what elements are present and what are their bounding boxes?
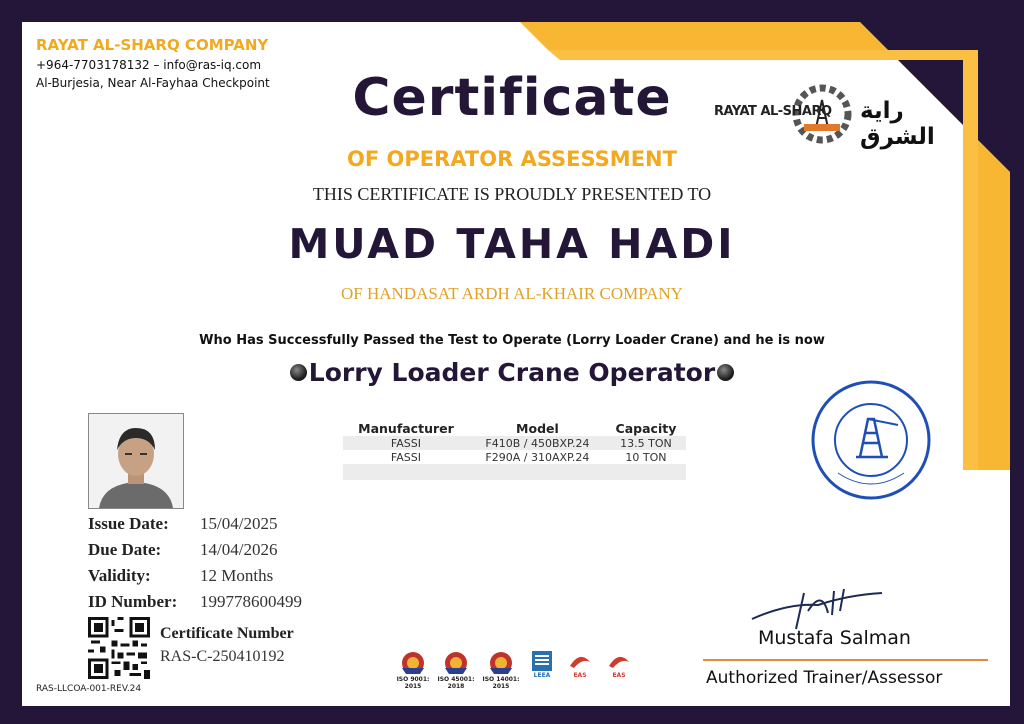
company-contact: +964-7703178132 – info@ras-iq.com — [36, 58, 262, 72]
leea-badge — [527, 650, 557, 679]
badge-label: EAS — [573, 672, 587, 679]
iso-45001-badge — [436, 650, 476, 690]
table-row — [343, 450, 686, 464]
badge-label: 2018 — [447, 683, 465, 690]
company-stamp — [808, 377, 934, 507]
signer-name: Mustafa Salman — [758, 627, 911, 649]
table-cell: 13.5 TON — [606, 436, 686, 450]
person-photo-icon — [89, 414, 183, 508]
badge-label: ISO 9001: — [396, 676, 430, 683]
badge-label: EAS — [612, 672, 626, 679]
table-row — [343, 436, 686, 450]
iso-9001-badge — [393, 650, 433, 690]
validity-label: Validity: — [88, 566, 151, 585]
eas-badge — [604, 650, 634, 679]
bullet-icon — [290, 364, 307, 381]
eas-logo-icon — [607, 650, 631, 672]
badge-label: LEEA — [533, 672, 551, 679]
table-cell: FASSI — [343, 436, 469, 450]
recipient-photo — [88, 413, 184, 509]
table-header-capacity: Capacity — [615, 420, 677, 436]
document-reference: RAS-LLCOA-001-REV.24 — [36, 684, 142, 694]
badge-label: ISO 14001: — [482, 676, 520, 683]
qr-code — [88, 617, 150, 683]
issue-date-value: 15/04/2025 — [200, 514, 278, 533]
table-cell: F410B / 450BXP.24 — [469, 436, 606, 450]
id-number-value: 199778600499 — [200, 592, 302, 611]
company-name: RAYAT AL-SHARQ COMPANY — [36, 36, 269, 54]
validity-value: 12 Months — [200, 566, 274, 585]
issue-date-label: Issue Date: — [88, 514, 169, 533]
table-header-model: Model — [516, 420, 559, 436]
eas-badge — [565, 650, 595, 679]
iso-14001-badge — [481, 650, 521, 690]
bullet-icon — [717, 364, 734, 381]
statement: Who Has Successfully Passed the Test to Operate (Lorry Loader Crane) and he is now — [199, 333, 825, 348]
table-cell: 10 TON — [606, 450, 686, 464]
certificate-number-label: Certificate Number — [160, 625, 294, 642]
table-cell: F290A / 310AXP.24 — [469, 450, 606, 464]
due-date-label: Due Date: — [88, 540, 162, 559]
table-row-empty — [343, 464, 686, 480]
recipient-company: OF HANDASAT ARDH AL-KHAIR COMPANY — [341, 284, 683, 303]
certificate-title: Certificate — [352, 68, 672, 128]
certificate-number-value: RAS-C-250410192 — [160, 648, 285, 665]
signer-title: Authorized Trainer/Assessor — [706, 668, 943, 688]
table-header-manufacturer: Manufacturer — [358, 420, 454, 436]
iso-badge-icon — [400, 650, 426, 676]
seal-icon — [808, 377, 934, 503]
iso-badge-icon — [443, 650, 469, 676]
id-number-label: ID Number: — [88, 592, 178, 611]
certificate-subtitle: OF OPERATOR ASSESSMENT — [347, 147, 677, 171]
recipient-name: MUAD TAHA HADI — [288, 220, 736, 268]
role-text: Lorry Loader Crane Operator — [308, 358, 716, 387]
logo-arabic: راية الشرق — [860, 98, 935, 150]
badge-label: 2015 — [492, 683, 510, 690]
badge-label: 2015 — [404, 683, 422, 690]
signature-line — [703, 659, 988, 661]
logo-latin: RAYAT AL-SHARQ — [714, 104, 832, 119]
badge-label: ISO 45001: — [437, 676, 475, 683]
qr-code-icon — [88, 617, 150, 679]
iso-badge-icon — [488, 650, 514, 676]
table-cell: FASSI — [343, 450, 469, 464]
eas-logo-icon — [568, 650, 592, 672]
company-address: Al-Burjesia, Near Al-Fayhaa Checkpoint — [36, 76, 270, 90]
leea-logo-icon — [531, 650, 553, 672]
presented-line: THIS CERTIFICATE IS PROUDLY PRESENTED TO — [312, 184, 712, 204]
equipment-table — [343, 420, 686, 480]
due-date-value: 14/04/2026 — [200, 540, 278, 559]
